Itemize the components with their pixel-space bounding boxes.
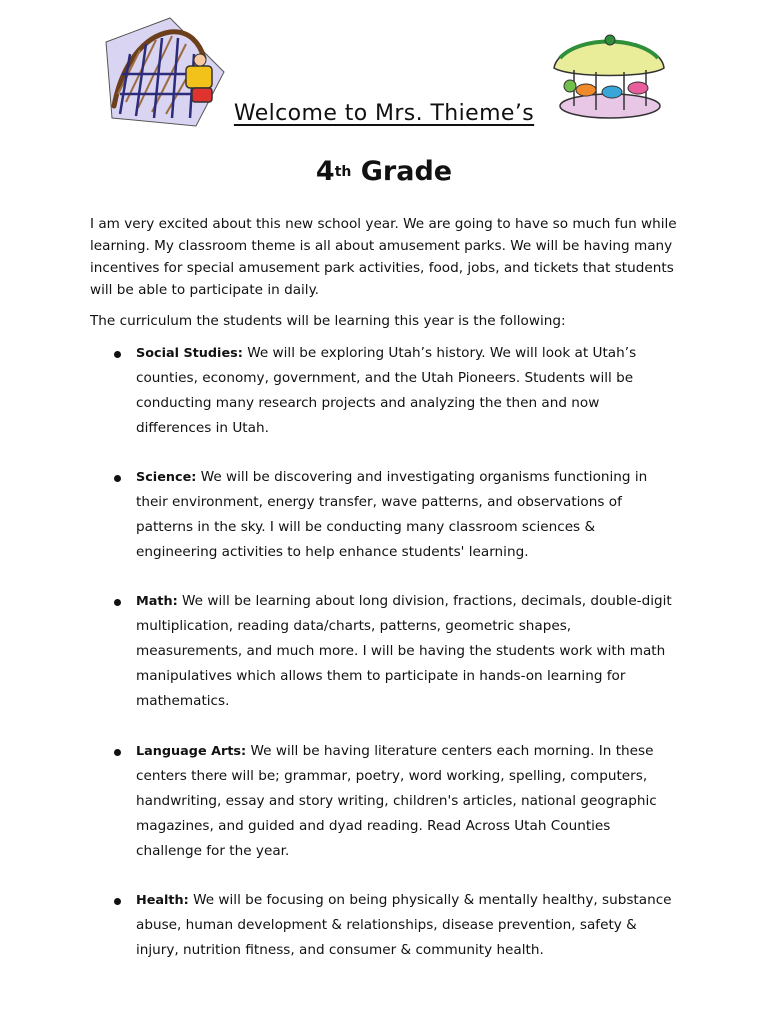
list-item-science [114,465,674,565]
subject-description: We will be discovering and investigating organisms functioning in their environment, energy transfer, wave patterns, and observations of patterns in the sky. I will be conducting many classroom sciences & engineering activities to help enhance students' learning. [136,469,648,560]
subject-name: Health: [136,893,189,908]
bullet-icon [114,898,121,905]
bullet-icon [114,749,121,756]
bullet-icon [114,599,121,606]
subject-name: Science: [136,470,197,485]
list-item-language-arts [114,739,674,864]
list-item-social-studies [114,341,674,441]
curriculum-lead: The curriculum the students will be learning this year is the following: [90,313,566,329]
grade-suffix: th [334,164,352,180]
list-item-health [114,888,674,963]
subject-name: Social Studies: [136,346,243,361]
grade-heading [0,156,768,187]
bullet-icon [114,351,121,358]
subject-name: Language Arts: [136,744,247,759]
subject-name: Math: [136,594,178,609]
subject-description: We will be learning about long division, fractions, decimals, double-digit multiplication, reading data/charts, patterns, geometric shapes, measurements, and much more. I will be having the students work with math manipulatives which allows them to participate in hands-on learning for mathematics. [136,593,672,709]
bullet-icon [114,475,121,482]
grade-word: Grade [360,156,453,187]
subject-description: We will be having literature centers each morning. In these centers there will be; grammar, poetry, word working, spelling, computers, handwriting, essay and story writing, children's articles, national geographic magazines, and guided and dyad reading. Read Across Utah Counties challenge for the year. [136,743,657,859]
subject-description: We will be focusing on being physically & mentally healthy, substance abuse, human development & relationships, disease prevention, safety & injury, nutrition fitness, and consumer & community health. [136,892,672,958]
grade-number: 4 [315,156,335,187]
subject-description: We will be exploring Utah’s history. We will look at Utah’s counties, economy, government, and the Utah Pioneers. Students will be conducting many research projects and analyzing the then and now differences in Utah. [136,345,637,436]
intro-paragraph: I am very excited about this new school year. We are going to have so much fun while learning. My classroom theme is all about amusement parks. We will be having many incentives for special amusement park activities, food, jobs, and tickets that students will be able to participate in daily. [90,216,677,298]
list-item-math [114,589,674,714]
page-title: Welcome to Mrs. Thieme’s [233,101,535,126]
